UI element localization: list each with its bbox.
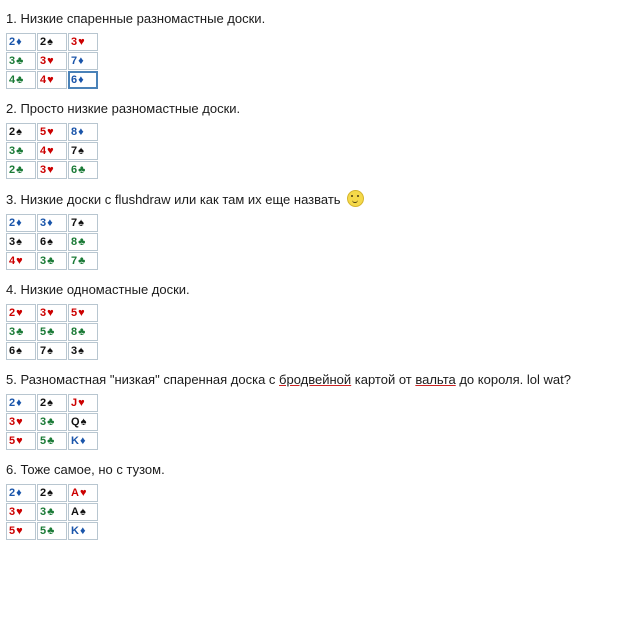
card-rank: A xyxy=(71,487,79,499)
card-cell[interactable] xyxy=(37,522,67,540)
card-rank: 5 xyxy=(40,126,47,138)
card-row xyxy=(6,304,99,323)
card-suit-icon: ♥ xyxy=(16,416,23,428)
card-cell[interactable] xyxy=(6,413,36,431)
card-cell[interactable] xyxy=(6,304,36,322)
card-rank: 2 xyxy=(9,164,16,176)
card-row xyxy=(6,503,99,522)
card-rank: 4 xyxy=(9,74,16,86)
section-title xyxy=(4,186,631,214)
card-cell[interactable] xyxy=(6,522,36,540)
section-title-text: 2. Просто низкие разномастные доски. xyxy=(6,101,241,116)
card-suit-icon: ♠ xyxy=(47,397,53,409)
board-section xyxy=(4,96,631,184)
card-suit-icon: ♠ xyxy=(79,506,86,518)
card-suit-icon: ♦ xyxy=(16,397,22,409)
card-cell[interactable] xyxy=(6,161,36,179)
card-cell[interactable] xyxy=(37,304,67,322)
card-cell[interactable] xyxy=(68,123,98,141)
card-suit-icon: ♠ xyxy=(16,236,22,248)
card-grid xyxy=(4,123,99,180)
card-suit-icon: ♦ xyxy=(79,525,86,537)
card-suit-icon: ♥ xyxy=(78,36,85,48)
card-row xyxy=(6,214,99,233)
card-row xyxy=(6,252,99,271)
card-rank: 4 xyxy=(40,145,47,157)
card-cell[interactable] xyxy=(37,394,67,412)
card-row xyxy=(6,484,99,503)
card-suit-icon: ♠ xyxy=(47,487,53,499)
section-title-text: до короля. lol wat? xyxy=(455,372,571,387)
card-rank: 3 xyxy=(9,506,16,518)
board-section xyxy=(4,367,631,455)
card-suit-icon: ♥ xyxy=(16,435,23,447)
card-rank: 5 xyxy=(9,435,16,447)
card-suit-icon: ♣ xyxy=(78,326,86,338)
card-rank: 7 xyxy=(71,255,78,267)
card-rank: 7 xyxy=(71,145,78,157)
card-grid xyxy=(4,394,99,451)
card-rank: 2 xyxy=(9,307,16,319)
card-cell[interactable] xyxy=(6,142,36,160)
smiley-icon xyxy=(347,190,364,207)
card-rank: 2 xyxy=(9,397,16,409)
card-suit-icon: ♦ xyxy=(16,36,22,48)
card-cell[interactable] xyxy=(37,252,67,270)
card-rank: 3 xyxy=(9,416,16,428)
card-suit-icon: ♥ xyxy=(47,55,54,67)
card-rank: 4 xyxy=(9,255,16,267)
card-suit-icon: ♣ xyxy=(16,55,24,67)
card-rank: 6 xyxy=(71,164,78,176)
card-grid xyxy=(4,214,99,271)
card-cell[interactable] xyxy=(68,142,98,160)
section-title xyxy=(4,6,631,33)
card-cell[interactable] xyxy=(68,484,98,502)
card-cell[interactable] xyxy=(6,233,36,251)
card-rank: 2 xyxy=(40,36,47,48)
card-suit-icon: ♦ xyxy=(16,217,22,229)
section-title-text: 3. Низкие доски с flushdraw или как там их еще назвать xyxy=(6,192,341,207)
section-title-text: 6. Тоже самое, но с тузом. xyxy=(6,462,165,477)
card-cell[interactable] xyxy=(37,342,67,360)
card-suit-icon: ♣ xyxy=(47,255,55,267)
card-rank: 5 xyxy=(40,326,47,338)
card-suit-icon: ♠ xyxy=(47,36,53,48)
card-suit-icon: ♦ xyxy=(47,217,53,229)
card-suit-icon: ♦ xyxy=(78,126,84,138)
card-cell[interactable] xyxy=(68,161,98,179)
card-suit-icon: ♣ xyxy=(47,506,55,518)
card-rank: 5 xyxy=(40,435,47,447)
card-rank: 3 xyxy=(9,236,16,248)
card-rank: 6 xyxy=(9,345,16,357)
card-suit-icon: ♦ xyxy=(16,487,22,499)
card-suit-icon: ♥ xyxy=(78,397,85,409)
section-title-text: 5. Разномастная "низкая" спаренная доска с xyxy=(6,372,280,387)
card-row xyxy=(6,413,99,432)
card-suit-icon: ♥ xyxy=(16,506,23,518)
card-cell[interactable] xyxy=(37,71,67,89)
card-cell[interactable] xyxy=(6,252,36,270)
card-cell[interactable] xyxy=(37,233,67,251)
card-cell[interactable] xyxy=(37,33,67,51)
card-cell[interactable] xyxy=(37,214,67,232)
card-suit-icon: ♠ xyxy=(78,345,84,357)
card-cell[interactable] xyxy=(68,233,98,251)
card-cell[interactable] xyxy=(68,71,98,89)
card-row xyxy=(6,161,99,180)
section-title xyxy=(4,96,631,123)
card-rank: Q xyxy=(71,416,80,428)
card-cell[interactable] xyxy=(37,123,67,141)
card-suit-icon: ♥ xyxy=(79,487,87,499)
card-cell[interactable] xyxy=(6,33,36,51)
card-row xyxy=(6,52,99,71)
card-cell[interactable] xyxy=(68,413,98,431)
card-rank: 3 xyxy=(40,217,47,229)
card-cell[interactable] xyxy=(68,342,98,360)
section-title-term: вальта xyxy=(415,372,456,387)
card-rank: K xyxy=(71,435,79,447)
card-suit-icon: ♠ xyxy=(80,416,87,428)
card-row xyxy=(6,522,99,541)
card-rank: 2 xyxy=(9,217,16,229)
card-rank: 2 xyxy=(9,126,16,138)
board-section xyxy=(4,277,631,365)
card-cell[interactable] xyxy=(6,323,36,341)
card-cell[interactable] xyxy=(37,432,67,450)
board-section xyxy=(4,186,631,275)
card-cell[interactable] xyxy=(68,52,98,70)
card-rank: 2 xyxy=(40,397,47,409)
card-suit-icon: ♣ xyxy=(16,164,24,176)
card-suit-icon: ♥ xyxy=(47,164,54,176)
card-cell[interactable] xyxy=(6,71,36,89)
card-rank: 3 xyxy=(40,416,47,428)
card-rank: 7 xyxy=(40,345,47,357)
board-section xyxy=(4,6,631,94)
card-cell[interactable] xyxy=(6,503,36,521)
card-cell[interactable] xyxy=(37,503,67,521)
card-rank: 8 xyxy=(71,326,78,338)
card-rank: 3 xyxy=(9,326,16,338)
card-suit-icon: ♥ xyxy=(47,74,54,86)
card-rank: 3 xyxy=(9,145,16,157)
section-title-text: 4. Низкие одномастные доски. xyxy=(6,282,190,297)
card-suit-icon: ♣ xyxy=(47,525,55,537)
card-rank: K xyxy=(71,525,79,537)
card-suit-icon: ♣ xyxy=(47,435,55,447)
card-rank: 2 xyxy=(9,36,16,48)
card-row xyxy=(6,432,99,451)
card-row xyxy=(6,33,99,52)
card-cell[interactable] xyxy=(68,432,98,450)
section-title xyxy=(4,277,631,304)
card-suit-icon: ♥ xyxy=(78,307,85,319)
card-rank: 3 xyxy=(71,36,78,48)
card-cell[interactable] xyxy=(68,252,98,270)
card-cell[interactable] xyxy=(68,304,98,322)
card-cell[interactable] xyxy=(6,123,36,141)
card-rank: J xyxy=(71,397,78,409)
card-rank: 5 xyxy=(71,307,78,319)
card-suit-icon: ♦ xyxy=(78,55,84,67)
card-cell[interactable] xyxy=(68,522,98,540)
card-suit-icon: ♥ xyxy=(47,307,54,319)
card-cell[interactable] xyxy=(6,342,36,360)
card-rank: 4 xyxy=(40,74,47,86)
card-cell[interactable] xyxy=(68,323,98,341)
card-cell[interactable] xyxy=(68,503,98,521)
card-cell[interactable] xyxy=(6,394,36,412)
card-row xyxy=(6,394,99,413)
card-rank: 3 xyxy=(40,255,47,267)
card-cell[interactable] xyxy=(37,484,67,502)
card-cell[interactable] xyxy=(68,394,98,412)
card-rank: 7 xyxy=(71,55,78,67)
card-row xyxy=(6,233,99,252)
card-cell[interactable] xyxy=(6,214,36,232)
section-title-text: картой от xyxy=(351,372,416,387)
card-suit-icon: ♣ xyxy=(78,236,86,248)
card-cell[interactable] xyxy=(37,142,67,160)
card-cell[interactable] xyxy=(6,432,36,450)
card-rank: 2 xyxy=(40,487,47,499)
card-rank: 6 xyxy=(40,236,47,248)
card-rank: 2 xyxy=(9,487,16,499)
card-cell[interactable] xyxy=(37,52,67,70)
card-rank: 7 xyxy=(71,217,78,229)
card-suit-icon: ♦ xyxy=(78,74,84,86)
card-suit-icon: ♦ xyxy=(79,435,86,447)
card-grid xyxy=(4,304,99,361)
card-suit-icon: ♥ xyxy=(47,126,54,138)
card-rank: A xyxy=(71,506,79,518)
card-suit-icon: ♣ xyxy=(16,326,24,338)
card-rank: 6 xyxy=(71,74,78,86)
card-cell[interactable] xyxy=(68,33,98,51)
card-rank: 5 xyxy=(9,525,16,537)
card-suit-icon: ♥ xyxy=(47,145,54,157)
card-suit-icon: ♣ xyxy=(47,416,55,428)
card-suit-icon: ♠ xyxy=(78,145,84,157)
card-grid xyxy=(4,484,99,541)
board-section xyxy=(4,457,631,545)
card-rank: 5 xyxy=(40,525,47,537)
card-suit-icon: ♣ xyxy=(16,74,24,86)
card-cell[interactable] xyxy=(68,214,98,232)
card-suit-icon: ♣ xyxy=(78,255,86,267)
card-suit-icon: ♠ xyxy=(16,126,22,138)
card-suit-icon: ♥ xyxy=(16,307,23,319)
card-rank: 3 xyxy=(40,55,47,67)
card-suit-icon: ♥ xyxy=(16,525,23,537)
card-row xyxy=(6,342,99,361)
card-rank: 3 xyxy=(9,55,16,67)
card-cell[interactable] xyxy=(37,323,67,341)
card-rank: 8 xyxy=(71,126,78,138)
card-cell[interactable] xyxy=(6,52,36,70)
card-suit-icon: ♠ xyxy=(47,236,53,248)
section-title xyxy=(4,457,631,484)
card-row xyxy=(6,71,99,90)
section-title-term: бродвейной xyxy=(279,372,352,387)
card-cell[interactable] xyxy=(6,484,36,502)
card-suit-icon: ♠ xyxy=(47,345,53,357)
card-suit-icon: ♠ xyxy=(16,345,22,357)
card-suit-icon: ♣ xyxy=(16,145,24,157)
card-grid xyxy=(4,33,99,90)
card-rank: 3 xyxy=(71,345,78,357)
section-title xyxy=(4,367,631,394)
card-rank: 8 xyxy=(71,236,78,248)
card-row xyxy=(6,142,99,161)
section-title-text: 1. Низкие спаренные разномастные доски. xyxy=(6,11,266,26)
card-row xyxy=(6,123,99,142)
card-suit-icon: ♠ xyxy=(78,217,84,229)
card-row xyxy=(6,323,99,342)
card-suit-icon: ♥ xyxy=(16,255,23,267)
card-suit-icon: ♣ xyxy=(78,164,86,176)
card-rank: 3 xyxy=(40,506,47,518)
card-suit-icon: ♣ xyxy=(47,326,55,338)
sections-container xyxy=(4,6,631,545)
card-cell[interactable] xyxy=(37,161,67,179)
card-cell[interactable] xyxy=(37,413,67,431)
card-rank: 3 xyxy=(40,307,47,319)
card-rank: 3 xyxy=(40,164,47,176)
